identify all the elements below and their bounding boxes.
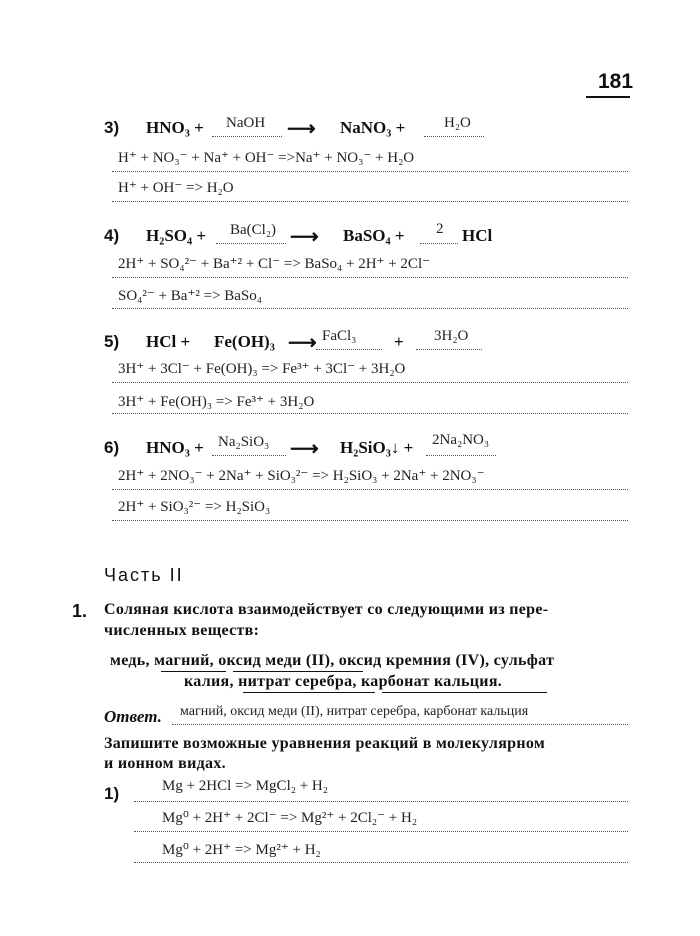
answer-line — [112, 277, 628, 278]
substances-list-line: медь, магний, оксид меди (II), оксид кремния (IV), сульфат — [110, 652, 555, 669]
answer-blank — [316, 349, 382, 350]
ionic-short-equation: H⁺ + OH⁻ => H₂O — [118, 180, 234, 196]
arrow: ⟶ — [287, 118, 316, 140]
answer-line — [112, 171, 628, 172]
answer-line — [112, 201, 628, 202]
underline-silver-nitrate — [243, 692, 375, 693]
page-number-underline — [586, 96, 630, 98]
answer-blank — [416, 349, 482, 350]
part-title: Часть II — [104, 565, 184, 585]
ionic-full-equation: 2H⁺ + 2NO₃⁻ + 2Na⁺ + SiO₃²⁻ => H₂SiO₃ + 2Na⁺ + 2NO₃⁻ — [118, 468, 485, 484]
product: NaNO₃ + — [340, 118, 406, 137]
ionic-short-equation: Mg⁰ + 2H⁺ => Mg²⁺ + H₂ — [162, 842, 321, 858]
answer-label: Ответ. — [104, 707, 162, 726]
arrow: ⟶ — [290, 438, 319, 460]
ionic-short-equation: 2H⁺ + SiO₃²⁻ => H₂SiO₃ — [118, 499, 271, 515]
product: BaSO₄ + — [343, 226, 405, 245]
answer-line — [134, 801, 628, 802]
filled-reactant: Ba(Cl₂) — [230, 222, 277, 238]
answer-text: магний, оксид меди (II), нитрат серебра, карбонат кальция — [180, 704, 529, 719]
task-statement-line: Соляная кислота взаимодействует со следующими из пере- — [104, 601, 549, 618]
ionic-short-equation: 3H⁺ + Fe(OH)₃ => Fe³⁺ + 3H₂O — [118, 394, 315, 410]
product: H₂SiO₃↓ + — [340, 438, 414, 457]
equation-number: 5) — [104, 332, 120, 351]
answer-line — [112, 308, 628, 309]
plus-sign: + — [394, 332, 404, 351]
underline-calcium-carbonate — [382, 692, 547, 693]
task-number: 1. — [72, 601, 88, 621]
ionic-full-equation: 2H⁺ + SO₄²⁻ + Ba⁺² + Cl⁻ => BaSo₄ + 2H⁺ + 2Cl⁻ — [118, 256, 431, 272]
ionic-full-equation: H⁺ + NO₃⁻ + Na⁺ + OH⁻ =>Na⁺ + NO₃⁻ + H₂O — [118, 150, 415, 166]
answer-blank — [426, 455, 496, 456]
arrow: ⟶ — [288, 332, 317, 354]
reactant: H₂SO₄ + — [146, 226, 207, 245]
coefficient: 2 — [436, 221, 444, 237]
arrow: ⟶ — [290, 226, 319, 248]
answer-line — [172, 724, 628, 725]
answer-blank — [212, 136, 282, 137]
reactant: HCl + — [146, 332, 191, 351]
underline-magnesium — [161, 671, 226, 672]
instruction-line: Запишите возможные уравнения реакций в молекулярном — [104, 735, 546, 752]
filled-product: H₂O — [444, 115, 471, 131]
answer-line — [112, 520, 628, 521]
substances-list-line: калия, нитрат серебра, карбонат кальция. — [184, 673, 503, 690]
equation-number: 6) — [104, 438, 120, 457]
molecular-equation: Mg + 2HCl => MgCl₂ + H₂ — [162, 778, 328, 794]
filled-reactant: NaOH — [226, 115, 266, 131]
reactant: HNO₃ + — [146, 118, 204, 137]
product: HCl — [462, 226, 493, 245]
answer-blank — [424, 136, 484, 137]
answer-blank — [216, 243, 286, 244]
answer-line — [134, 831, 628, 832]
underline-copper-oxide — [233, 671, 363, 672]
equation-number: 3) — [104, 118, 120, 137]
answer-blank — [212, 455, 286, 456]
filled-product: 2Na₂NO₃ — [432, 432, 490, 448]
filled-reactant: Na₂SiO₃ — [218, 434, 270, 450]
filled-product: 3H₂O — [434, 328, 469, 344]
equation-number: 4) — [104, 226, 120, 245]
instruction-line: и ионном видах. — [104, 755, 226, 772]
answer-line — [134, 862, 628, 863]
reactant: HNO₃ + — [146, 438, 204, 457]
ionic-full-equation: 3H⁺ + 3Cl⁻ + Fe(OH)₃ => Fe³⁺ + 3Cl⁻ + 3H₂O — [118, 361, 406, 377]
sub-number: 1) — [104, 784, 120, 803]
answer-blank — [420, 243, 458, 244]
reactant: Fe(OH)₃ — [214, 332, 275, 351]
ionic-full-equation: Mg⁰ + 2H⁺ + 2Cl⁻ => Mg²⁺ + 2Cl₂⁻ + H₂ — [162, 810, 418, 826]
answer-line — [112, 413, 628, 414]
task-statement-line: численных веществ: — [104, 622, 260, 639]
ionic-short-equation: SO₄²⁻ + Ba⁺² => BaSo₄ — [118, 288, 263, 304]
answer-line — [112, 489, 628, 490]
filled-product: FaCl₃ — [322, 328, 357, 344]
answer-line — [112, 382, 628, 383]
page-number: 181 — [598, 70, 634, 93]
